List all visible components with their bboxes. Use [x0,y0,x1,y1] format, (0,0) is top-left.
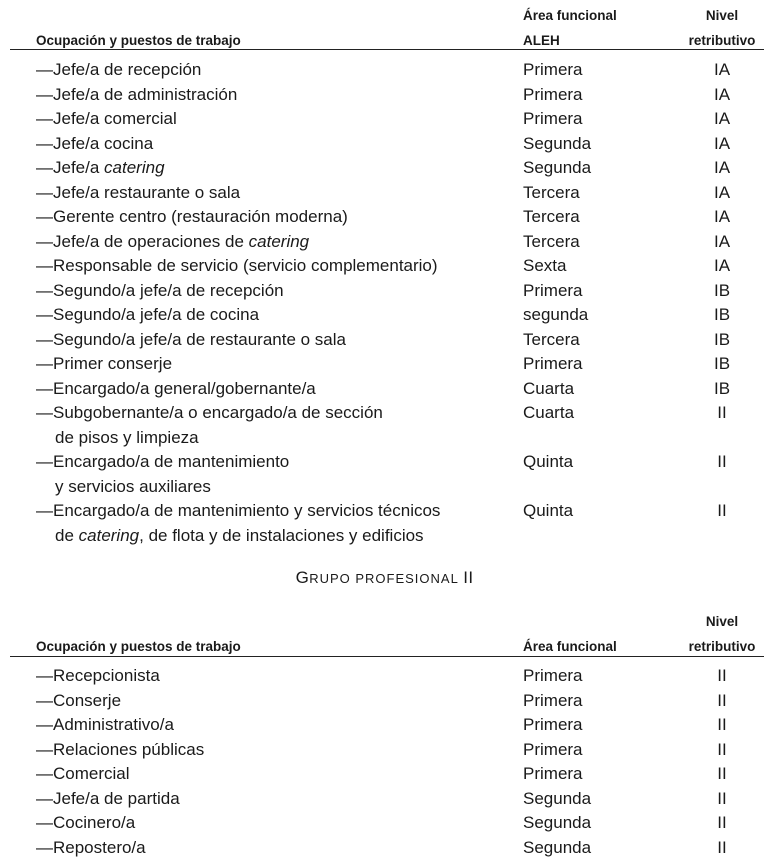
occupation-cell [36,713,506,738]
occupation-cell [36,279,506,304]
occupation-line-continued [36,475,506,500]
occupation-text: —Jefe/a de administración [36,84,238,104]
level-cell: IA [713,133,731,153]
occupation-line [36,232,309,251]
occupation-text-italic: catering [78,525,140,545]
occupation-line [36,354,172,373]
group-title [0,568,769,589]
occupation-cell [36,401,506,450]
area-cell: Primera [523,764,583,783]
group-title-initial: G [295,568,310,587]
occupation-cell [36,58,506,83]
occupation-cell [36,230,506,255]
occupation-cell [36,811,506,836]
area-cell: Primera [523,715,583,734]
occupation-text: y servicios auxiliares [55,476,211,496]
occupation-line [36,666,160,685]
level-cell: II [717,813,727,832]
table1-header-level [682,8,762,49]
occupation-cell [36,352,506,377]
occupation-line [36,256,438,275]
occupation-cell [36,328,506,353]
occupation-text: —Jefe/a [36,158,105,177]
level-cell: II [717,837,727,857]
occupation-text: —Jefe/a comercial [36,109,177,128]
occupation-cell [36,107,506,132]
area-cell: Tercera [523,329,580,349]
level-cell: IA [713,256,731,275]
occupation-text: —Conserje [36,690,122,710]
occupation-text: de [55,525,79,545]
table2-header-area: Área funcional [523,639,617,654]
occupation-text-italic: catering [248,231,310,251]
occupation-text: —Encargado/a de mantenimiento [36,452,290,471]
occupation-text: —Repostero/a [36,837,146,857]
occupation-line [36,740,204,759]
occupation-cell [36,156,506,181]
occupation-line [36,109,177,128]
occupation-line [36,134,153,153]
occupation-text-italic: catering [104,158,165,177]
occupation-line [36,813,135,832]
area-cell: Primera [523,280,583,300]
level-cell: II [717,666,727,685]
occupation-text: —Responsable de servicio (servicio complementario) [36,256,438,275]
occupation-text: —Encargado/a general/gobernante/a [36,378,316,398]
table1-header-area-line2: ALEH [523,33,560,48]
area-cell: Primera [523,739,583,759]
occupation-line-continued [36,426,506,451]
occupation-text: —Segundo/a jefe/a de recepción [36,280,284,300]
area-cell: Quinta [523,501,574,520]
level-cell: II [717,452,727,471]
occupation-text: —Jefe/a cocina [36,133,154,153]
occupation-line [36,715,174,734]
level-cell: IA [713,182,731,202]
occupation-text: —Jefe/a de recepción [36,60,202,79]
level-cell: IA [713,158,731,177]
area-cell: Primera [523,690,583,710]
area-cell: Tercera [523,182,580,202]
area-cell: Primera [523,84,583,104]
occupation-cell [36,132,506,157]
occupation-cell [36,254,506,279]
table1-header-area [523,8,617,49]
area-cell: Segunda [523,837,592,857]
area-cell: Tercera [523,231,580,251]
occupation-text: —Encargado/a de mantenimiento y servicios técnicos [36,501,441,520]
level-cell: II [717,403,727,422]
occupation-line [36,85,237,104]
occupation-line [36,764,130,783]
level-cell: IA [713,60,731,79]
area-cell: Segunda [523,813,592,832]
level-cell: II [717,764,727,783]
area-cell: Segunda [523,158,592,177]
area-cell: Primera [523,354,583,373]
occupation-text: —Jefe/a de operaciones de [36,231,249,251]
occupation-cell [36,836,506,861]
occupation-cell [36,377,506,402]
occupation-text: —Recepcionista [36,666,160,685]
occupation-cell [36,181,506,206]
area-cell: Primera [523,666,583,685]
occupation-cell [36,450,506,499]
occupation-line [36,183,240,202]
occupation-cell [36,499,506,548]
occupation-line [36,281,284,300]
level-cell: IA [713,231,731,251]
table2-header-level [682,614,762,655]
occupation-cell [36,689,506,714]
occupation-cell [36,205,506,230]
occupation-line-continued [36,524,506,549]
area-cell: Sexta [523,256,567,275]
occupation-line [36,691,121,710]
table2-header-rule [10,656,764,657]
level-cell: IB [713,329,731,349]
occupation-text: —Segundo/a jefe/a de restaurante o sala [36,329,346,349]
table1-header-level-line1: Nivel [705,8,739,23]
occupation-text: —Jefe/a restaurante o sala [36,182,241,202]
level-cell: IB [713,354,731,373]
occupation-cell [36,83,506,108]
occupation-text: —Relaciones públicas [36,739,205,759]
level-cell: II [717,501,727,520]
level-cell: IB [713,305,731,324]
occupation-cell [36,787,506,812]
table1-header-level-line2: retributivo [688,33,756,48]
occupation-cell [36,303,506,328]
occupation-line [36,60,201,79]
occupation-text: —Comercial [36,764,130,783]
occupation-cell [36,762,506,787]
area-cell: Segunda [523,788,592,808]
occupation-text: , de flota y de instalaciones y edificios [139,525,424,545]
occupation-line [36,403,383,422]
occupation-line [36,207,348,226]
occupation-cell [36,664,506,689]
occupation-text: —Gerente centro (restauración moderna) [36,207,348,226]
level-cell: II [717,788,727,808]
table1-header-area-line1: Área funcional [523,8,617,23]
table2-header-level-line1: Nivel [705,614,739,629]
area-cell: Cuarta [523,378,575,398]
group-title-rest: RUPO PROFESIONAL [309,571,459,586]
occupation-line [36,330,346,349]
area-cell: segunda [523,305,589,324]
occupation-text: —Cocinero/a [36,813,136,832]
level-cell: II [717,739,727,759]
occupation-text: —Subgobernante/a o encargado/a de sección [36,403,383,422]
occupation-line [36,379,316,398]
area-cell: Primera [523,60,583,79]
level-cell: IA [713,109,731,128]
area-cell: Primera [523,109,583,128]
occupation-text: —Administrativo/a [36,715,174,734]
area-cell: Cuarta [523,403,575,422]
table1-header-occupation: Ocupación y puestos de trabajo [36,33,241,48]
occupation-line [36,305,259,324]
occupation-text: —Jefe/a de partida [36,788,180,808]
level-cell: IA [713,84,731,104]
group-title-numeral: II [463,568,474,587]
table2-header-occupation: Ocupación y puestos de trabajo [36,639,241,654]
level-cell: II [717,715,727,734]
occupation-text: —Segundo/a jefe/a de cocina [36,305,260,324]
area-cell: Quinta [523,452,574,471]
occupation-line [36,501,440,520]
occupation-line [36,789,180,808]
area-cell: Tercera [523,207,580,226]
level-cell: IB [713,378,731,398]
level-cell: II [717,690,727,710]
occupation-line [36,158,165,177]
table2-header-level-line2: retributivo [688,639,756,654]
occupation-text: de pisos y limpieza [55,427,199,447]
level-cell: IB [713,280,731,300]
level-cell: IA [713,207,731,226]
area-cell: Segunda [523,133,592,153]
occupation-line [36,452,289,471]
table1-header-rule [10,49,764,50]
occupation-cell [36,738,506,763]
occupation-line [36,838,146,857]
occupation-text: —Primer conserje [36,354,173,373]
